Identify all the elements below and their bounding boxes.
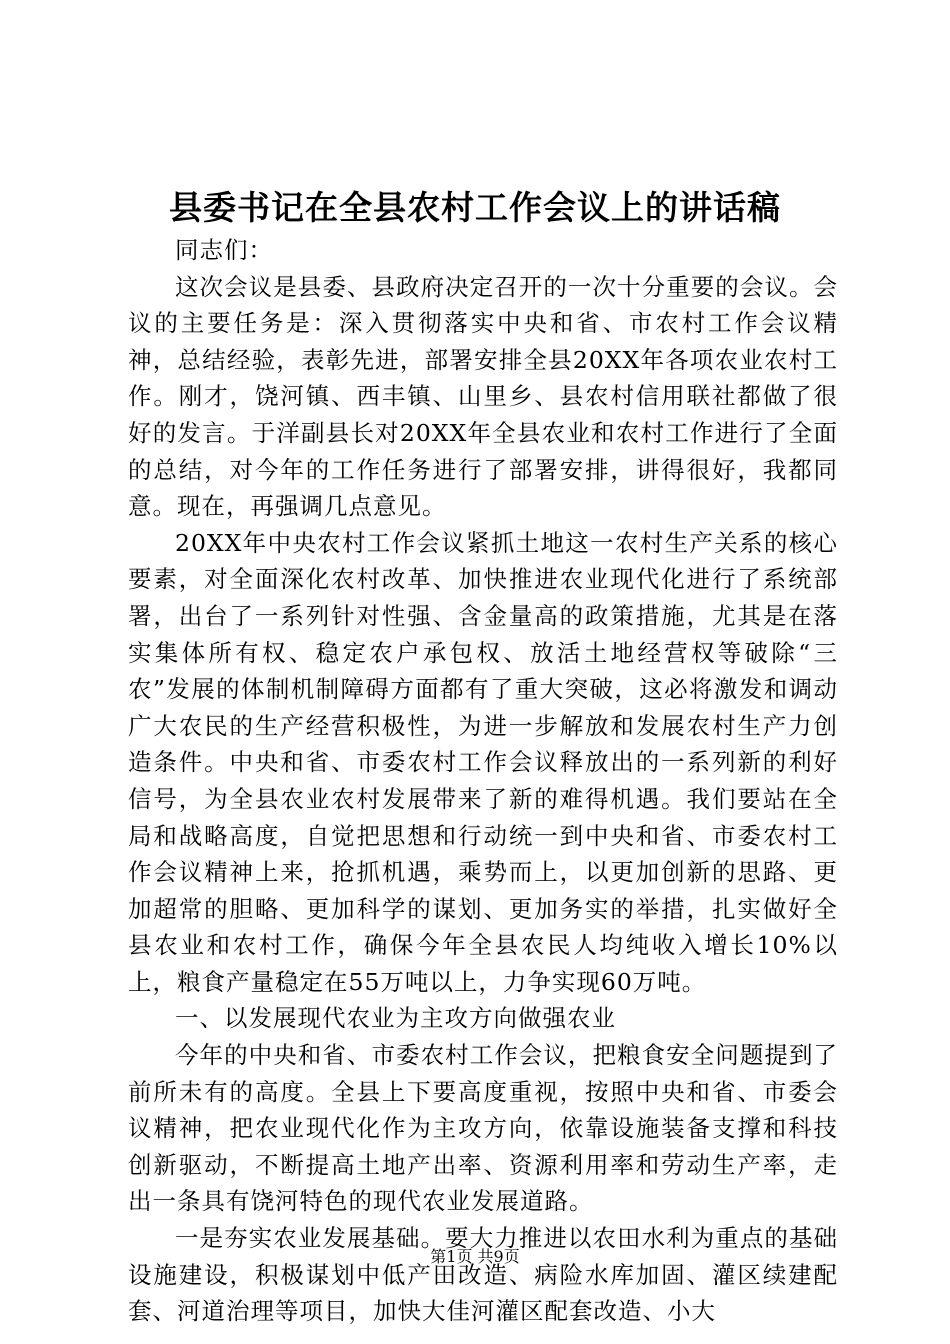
paragraph-intro: 这次会议是县委、县政府决定召开的一次十分重要的会议。会议的主要任务是：深入贯彻落实中央和省、市农村工作会议精神，总结经验，表彰先进，部署安排全县20XX年各项农业农村工作。刚才，饶河镇、西丰镇、山里乡、县农村信用联社都做了很好的发言。于洋副县长对20XX年全县农业和农村工作进行了全面的总结，对今年的工作任务进行了部署安排，讲得很好，我都同意。现在，再强调几点意见。 xyxy=(128,272,838,521)
paragraph-grain-security: 今年的中央和省、市委农村工作会议，把粮食安全问题提到了前所未有的高度。全县上下要高度重视，按照中央和省、市委会议精神，把农业现代化作为主攻方向，依靠设施装备支撑和科技创新驱动，不断提高土地产出率、资源利用率和劳动生产率，走出一条具有饶河特色的现代农业发展道路。 xyxy=(128,1041,838,1216)
paragraph-policy: 20XX年中央农村工作会议紧抓土地这一农村生产关系的核心要素，对全面深化农村改革、加快推进农业现代化进行了系统部署，出台了一系列针对性强、含金量高的政策措施，尤其是在落实集体所有权、稳定农户承包权、放活土地经营权等破除“三农”发展的体制机制障碍方面都有了重大突破，这必将激发和调动广大农民的生产经营积极性，为进一步解放和发展农村生产力创造条件。中央和省、市委农村工作会议释放出的一系列新的利好信号，为全县农业农村发展带来了新的难得机遇。我们要站在全局和战略高度，自觉把思想和行动统一到中央和省、市委农村工作会议精神上来，抢抓机遇，乘势而上，以更加创新的思路、更加超常的胆略、更加科学的谋划、更加务实的举措，扎实做好全县农业和农村工作，确保今年全县农民人均纯收入增长10%以上，粮食产量稳定在55万吨以上，力争实现60万吨。 xyxy=(128,528,838,996)
document-title: 县委书记在全县农村工作会议上的讲话稿 xyxy=(169,188,781,227)
section-heading: 一、以发展现代农业为主攻方向做强农业 xyxy=(175,1004,616,1033)
salutation: 同志们： xyxy=(175,236,273,264)
document-body xyxy=(128,232,838,1330)
paragraph-foundation: 一是夯实农业发展基础。要大力推进以农田水利为重点的基础设施建设，积极谋划中低产田改造、病险水库加固、灌区续建配套、河道治理等项目，加快大佳河灌区配套改造、小大 xyxy=(128,1224,838,1326)
page-footer: 第1页 共9页 xyxy=(430,1247,520,1266)
